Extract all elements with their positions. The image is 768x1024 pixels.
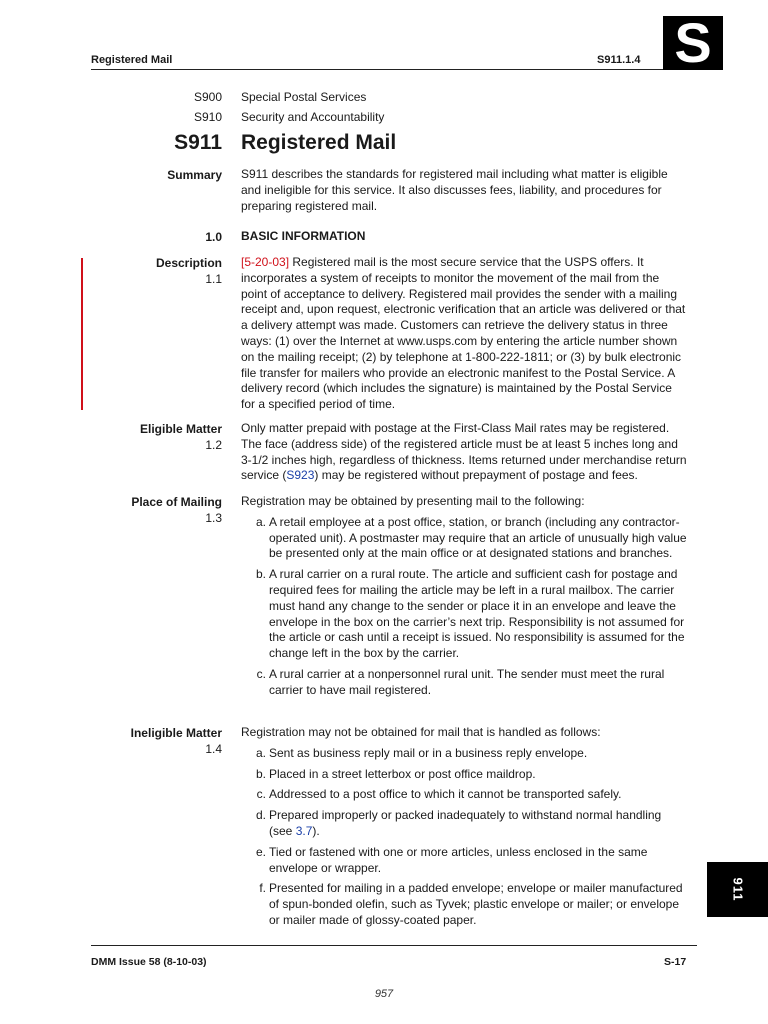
- running-header-title: Registered Mail: [91, 54, 173, 66]
- description-text: [5-20-03] Registered mail is the most secure service that the USPS offers. It incorporates a system of receipts to monitor the movement of the mail from the point of acceptance to delivery. Registered mail provides the sender with a mailing receipt and, upon request, electronic verification that an article was delivered or that a delivery attempt was made. Customers can retrieve the delivery status in three ways: (1) over the Internet at www.usps.com by entering the article number shown on the mailing receipt; (2) by telephone at 1-800-222-1811; or (3) by bulk electronic file transfer for mailers who provide an electronic manifest to the Postal Service. A delivery record (which includes the signature) is maintained by the Postal Service for a specified period of time.: [241, 255, 686, 412]
- footer-page-ref: S-17: [664, 956, 687, 968]
- list-item: a. Sent as business reply mail or in a business reply envelope.: [255, 745, 588, 760]
- running-header-section: S911.1.4: [597, 54, 641, 66]
- section-number: 1.0: [205, 230, 222, 244]
- list-item: b. Placed in a street letterbox or post office maildrop.: [255, 766, 536, 781]
- section-heading: BASIC INFORMATION: [241, 229, 366, 243]
- list-item: e. Tied or fastened with one or more articles, unless enclosed in the same envelope or wrapper.: [255, 844, 648, 875]
- ineligible-intro: Registration may not be obtained for mail that is handled as follows:: [241, 725, 601, 739]
- place-label: Place of Mailing 1.3: [131, 495, 222, 525]
- ineligible-section: [241, 725, 687, 929]
- page-title: Registered Mail: [241, 131, 397, 154]
- eligible-text: Only matter prepaid with postage at the First-Class Mail rates may be registered. The face (address side) of the registered article must be at least 5 inches long and 3-1/2 inches high, regardless of thickness. Items returned under merchandise return service (S923) may be registered without prepayment of postage and fees.: [241, 421, 687, 483]
- description-label: Description 1.1: [155, 256, 222, 286]
- place-list: [241, 515, 687, 699]
- list-item: c. A rural carrier at a nonpersonnel rural unit. The sender must meet the rural carrier to have mail registered.: [256, 666, 665, 697]
- revision-tag: [5-20-03]: [241, 255, 290, 269]
- ineligible-label: Ineligible Matter 1.4: [130, 726, 222, 756]
- list-item: b. A rural carrier on a rural route. The article and sufficient cash for postage and required fees for mailing the article may be left in a rural mailbox. The carrier must hand any change to the sender or place it in an envelope and leave the envelope in the box on the carrier’s next trip. Responsibility is not assumed for the article or cash until a receipt is issued. No responsibility is assumed for the change left in the box by the carrier.: [255, 567, 685, 661]
- summary-label: Summary: [167, 168, 222, 182]
- page-number: 957: [374, 988, 394, 1000]
- ineligible-list: [241, 746, 687, 929]
- chapter-tab: S: [663, 16, 723, 70]
- header-rule: [91, 69, 697, 70]
- footer-issue: DMM Issue 58 (8-10-03): [91, 956, 207, 968]
- change-bar: [81, 258, 83, 410]
- list-item: f. Presented for mailing in a padded envelope; envelope or mailer manufactured of spun-bonded olefin, such as Tyvek; plastic envelope or mailer; or envelope or mailer made of glossy-coated paper.: [259, 881, 683, 927]
- crumb-code-s910: S910: [193, 110, 222, 124]
- crumb-code-s900: S900: [193, 90, 222, 104]
- place-section: [241, 494, 687, 699]
- eligible-label: Eligible Matter 1.2: [139, 422, 222, 452]
- link-s923[interactable]: S923: [286, 468, 315, 483]
- crumb-text-s900: Special Postal Services: [241, 90, 367, 104]
- side-section-tab: 911: [707, 862, 768, 917]
- crumb-text-s910: Security and Accountability: [241, 110, 385, 124]
- link-3-7[interactable]: 3.7: [295, 823, 313, 838]
- summary-text: S911 describes the standards for registered mail including what matter is eligible and ineligible for this service. It also discusses fees, liability, and procedures for preparing registered mail.: [241, 167, 668, 213]
- page-title-code: S911: [174, 131, 222, 154]
- place-intro: Registration may be obtained by presenting mail to the following:: [241, 494, 585, 508]
- footer-rule: [91, 945, 697, 946]
- list-item: d. Prepared improperly or packed inadequately to withstand normal handling (see 3.7).: [255, 808, 662, 838]
- list-item: c. Addressed to a post office to which it cannot be transported safely.: [256, 787, 622, 802]
- list-item: a. A retail employee at a post office, station, or branch (including any contractor-operated unit). A postmaster may require that an article of unusually high value be presented only at the main office or at designated stations and branches.: [255, 514, 687, 561]
